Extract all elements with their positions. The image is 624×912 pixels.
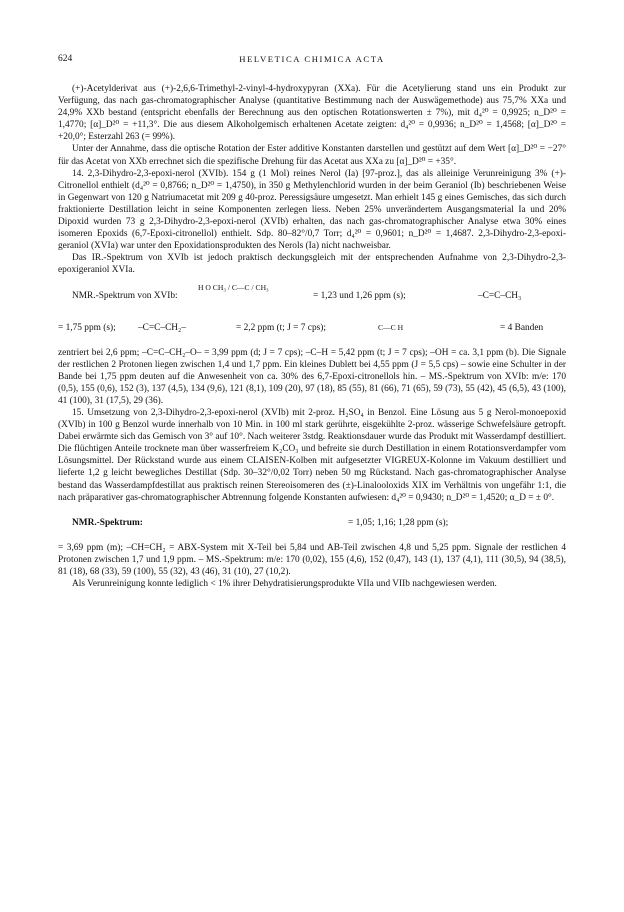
nmr-line-3 bbox=[58, 510, 566, 536]
nmr-label-2: NMR.-Spektrum: bbox=[72, 517, 143, 528]
paragraph-acetylderivat: (+)-Acetylderivat aus (+)-2,6,6-Trimethyl-2-vinyl-4-hydroxypyran (XXa). Für die Acetylierung stand uns ein Produkt zur Verfügung, das nach gas-chromatographischer Analyse (quantitative Bestimmung nach der Auswägemethode) aus 75,7% XXa und 24,9% XXb bestand (entspricht ebenfalls der Berechnung aus den optischen Rotationswerten ± 7%), mit d₄²⁰ = 0,9925; n_D²⁰ = 1,4770; [α]_D²⁰ = +11,3°. Die aus diesem Alkoholgemisch erhaltenen Acetate zeigten: d₄²⁰ = 0,9936; n_D²⁰ = 1,4568; [α]_D²⁰ = +20,0°; Esterzahl 263 (= 99%). bbox=[58, 84, 566, 143]
nmr-value-c: = 2,2 ppm (t; J = 7 cps); bbox=[236, 322, 326, 333]
nmr-label: NMR.-Spektrum von XVIb: bbox=[72, 290, 178, 301]
nmr-value-d: = 4 Banden bbox=[500, 322, 544, 333]
paragraph-rotation: Unter der Annahme, dass die optische Rotation der Ester additive Konstanten darstellen und gestützt auf dem Wert [α]_D²⁰ = −27° für das Acetat von XXb errechnet sich die spezifische Drehung für das Acetat aus XXa zu [α]_D²⁰ = +35°. bbox=[58, 144, 566, 167]
nmr-line-2 bbox=[58, 315, 566, 341]
structure-allyl: –C=C–CH₂– bbox=[138, 322, 186, 333]
page-number: 624 bbox=[58, 54, 73, 64]
structure-epoxide: H O CH₃ / C—C / CH₃ bbox=[198, 282, 269, 292]
running-header bbox=[58, 54, 566, 68]
nmr-value-a: = 1,23 und 1,26 ppm (s); bbox=[313, 290, 406, 301]
paragraph-ir-spectrum: Das IR.-Spektrum von XVIb ist jedoch praktisch deckungsgleich mit der entsprechenden Aufnahme von 2,3-Dihydro-2,3-epoxigeraniol XVIa. bbox=[58, 253, 566, 276]
nmr-line-1 bbox=[58, 283, 566, 309]
structure-vinyl-methyl: –C=C–CH₃ bbox=[478, 290, 522, 301]
article-body bbox=[58, 83, 566, 590]
structure-epoxide-h: C—C H bbox=[378, 322, 404, 332]
nmr-value-e: = 1,05; 1,16; 1,28 ppm (s); bbox=[348, 517, 449, 528]
paragraph-section-15: 15. Umsetzung von 2,3-Dihydro-2,3-epoxi-nerol (XVIb) mit 2-proz. H₂SO₄ in Benzol. Eine Lösung aus 5 g Nerol-monoepoxid (XVIb) in 100 g Benzol wurde innerhalb von 10 Min. in 100 ml stark gerührte, eisgekühlte 2-proz. wässerige Schwefelsäure getropft. Dabei erwärmte sich das Gemisch von 3° auf 10°. Nach weiterer 3stdg. Reaktionsdauer wurde das Produkt mit Wasserdampf destilliert. Die flüchtigen Anteile trocknete man über wasserfreiem K₂CO₃ und befreite sie durch Destillation in einem Rotationsverdampfer vom Lösungsmittel. Der Rückstand wurde aus einem CLAISEN-Kolben mit aufgesetzter VIGREUX-Kolonne im Vakuum destilliert und lieferte 1,2 g leicht bewegliches Destillat (Sdp. 30–32°/0,02 Torr) neben 50 mg Rückstand. Nach gas-chromatographischer Analyse bestand das Wasserdampfdestillat aus praktisch reinen Stereoisomeren des (±)-Linalooloxids XIX im Verhältnis von ungefähr 1:1, die nach präparativer gas-chromatographischer Abtrennung folgende Konstanten aufwiesen: d₄²⁰ = 0,9430; n_D²⁰ = 1,4520; α_D = ± 0°. bbox=[58, 407, 566, 503]
paragraph-nmr-continued: zentriert bei 2,6 ppm; –C=C–CH₂–O– = 3,99 ppm (d; J = 7 cps); –C–H = 5,42 ppm (t; J = 7 cps); –OH = ca. 3,1 ppm (b). Die Signale der restlichen 2 Protonen liegen zwischen 1,4 und 1,7 ppm. Ein kleines Dublett bei 4,55 ppm (J = 5,5 cps) – sowie eine Schulter in der Bande bei 1,75 ppm deuten auf die Anwesenheit von ca. 30% des 6,7-Epoxi-citronellols hin. – MS.-Spektrum von XVIb: m/e: 170 (0,5), 155 (0,6), 152 (3), 137 (4,5), 134 (9,6), 121 (8,1), 109 (20), 97 (18), 85 (55), 81 (66), 71 (65), 59 (73), 55 (42), 45 (6,5), 43 (100), 41 (100), 31 (17,5), 29 (36). bbox=[58, 347, 566, 406]
paragraph-section-14: 14. 2,3-Dihydro-2,3-epoxi-nerol (XVIb). 154 g (1 Mol) reines Nerol (Ia) [97-proz.], das als alleinige Verunreinigung 3% (+)-Citronellol enthielt (d₄²⁰ = 0,8766; n_D²⁰ = 1,4750), in 350 g Methylenchlorid wurden in der beim Geraniol (Ib) beschriebenen Weise in Gegenwart von 120 g Natriumacetat mit 209 g 40-proz. Peressigsäure umgesetzt. Man erhielt 145 g eines Gemisches, das sich durch fraktionierte Destillation leicht in seine Komponenten zerlegen liess. Neben 25% unverändertem Ausgangsmaterial Ia und 20% Dipoxid wurden 73 g 2,3-Dihydro-2,3-epoxi-nerol (XVIb) erhalten, das nach gas-chromatographischer Analyse etwa 30% eines isomeren Epoxids (6,7-Epoxi-citronellol) enthielt. Sdp. 80–82°/0,7 Torr; d₄²⁰ = 0,9601; n_D²⁰ = 1,4687. 2,3-Dihydro-2,3-epoxi-geraniol (XVIa) war unter den Epoxidationsprodukten des Nerols (Ia) nicht nachweisbar. bbox=[58, 168, 566, 252]
nmr-value-b: = 1,75 ppm (s); bbox=[58, 322, 116, 333]
paragraph-nmr-ms: = 3,69 ppm (m); –CH=CH₂ = ABX-System mit X-Teil bei 5,84 und AB-Teil zwischen 4,8 und 5,25 ppm. Signale der restlichen 4 Protonen zwischen 1,7 und 1,9 ppm. – MS.-Spektrum: m/e: 170 (0,02), 155 (4,6), 152 (0,47), 143 (1), 137 (4,1), 111 (30,5), 94 (38,5), 81 (18), 68 (33), 59 (100), 55 (32), 43 (46), 31 (10), 27 (10,2). bbox=[58, 542, 566, 577]
journal-title: HELVETICA CHIMICA ACTA bbox=[239, 54, 385, 64]
paragraph-impurity: Als Verunreinigung konnte lediglich < 1% ihrer Dehydratisierungsprodukte VIIa und VIIb nachgewiesen werden. bbox=[72, 579, 497, 589]
